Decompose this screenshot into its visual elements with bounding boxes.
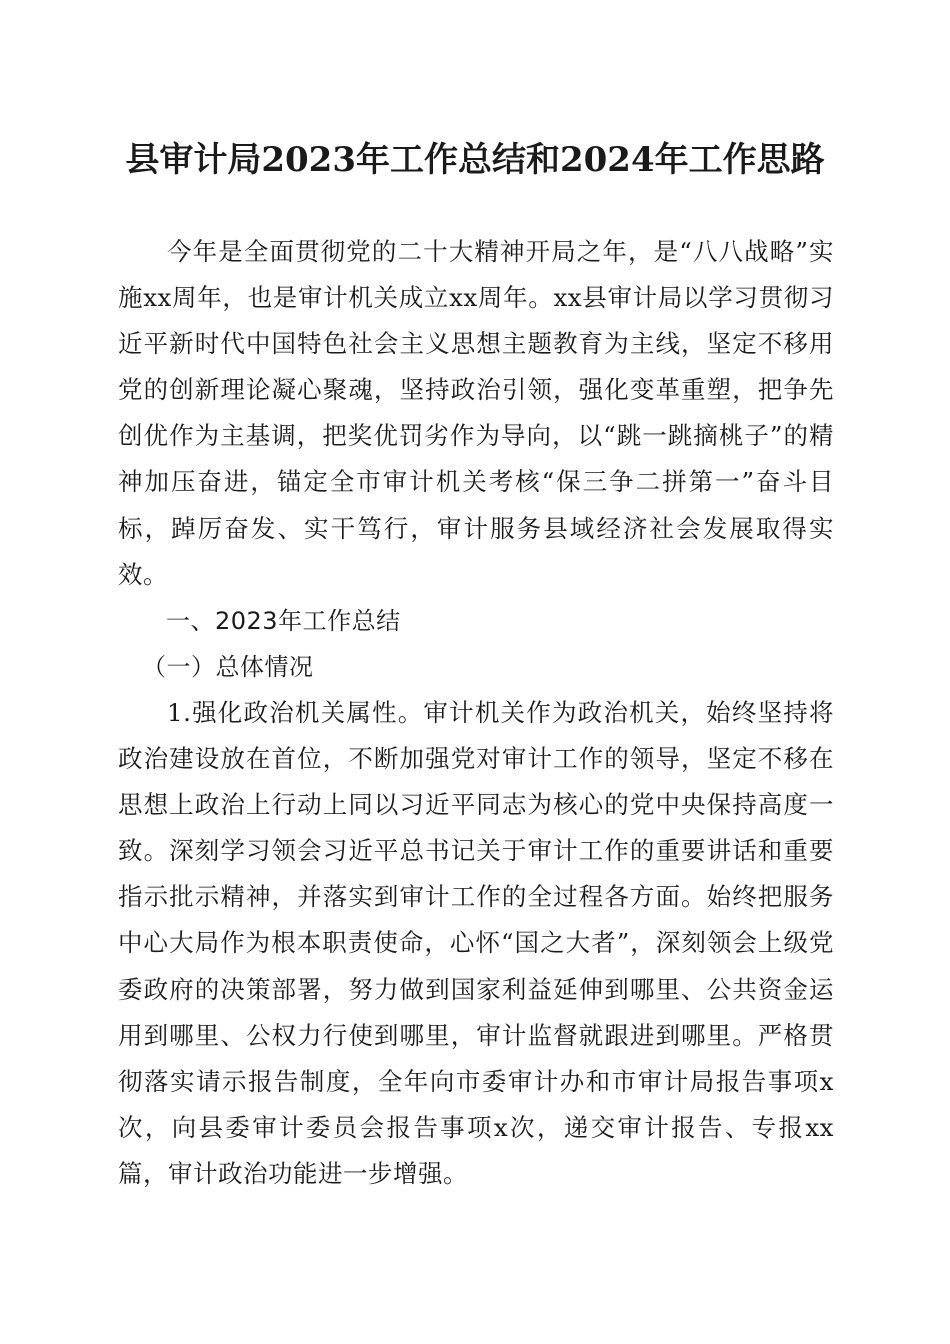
section-heading: 一、2023年工作总结 xyxy=(166,606,401,635)
document-title: 县审计局2023年工作总结和2024年工作思路 xyxy=(125,140,825,180)
document-body xyxy=(118,229,834,1197)
subsection-heading: （一）总体情况 xyxy=(142,652,314,681)
intro-paragraph: 今年是全面贯彻党的二十大精神开局之年，是“八八战略”实施xx周年，也是审计机关成立xx周年。xx县审计局以学习贯彻习近平新时代中国特色社会主义思想主题教育为主线，坚定不移用党的创新理论凝心聚魂，坚持政治引领，强化变革重塑，把争先创优作为主基调，把奖优罚劣作为导向，以“跳一跳摘桃子”的精神加压奋进，锚定全市审计机关考核“保三争二拼第一”奋斗目标，踔厉奋发、实干笃行，审计服务县域经济社会发展取得实效。 xyxy=(118,237,834,589)
body-paragraph: 1.强化政治机关属性。审计机关作为政治机关，始终坚持将政治建设放在首位，不断加强党对审计工作的领导，坚定不移在思想上政治上行动上同以习近平同志为核心的党中央保持高度一致。深刻学习领会习近平总书记关于审计工作的重要讲话和重要指示批示精神，并落实到审计工作的全过程各方面。始终把服务中心大局作为根本职责使命，心怀“国之大者”，深刻领会上级党委政府的决策部署，努力做到国家利益延伸到哪里、公共资金运用到哪里、公权力行使到哪里，审计监督就跟进到哪里。严格贯彻落实请示报告制度，全年向市委审计办和市审计局报告事项x次，向县委审计委员会报告事项x次，递交审计报告、专报xx篇，审计政治功能进一步增强。 xyxy=(118,697,834,1188)
